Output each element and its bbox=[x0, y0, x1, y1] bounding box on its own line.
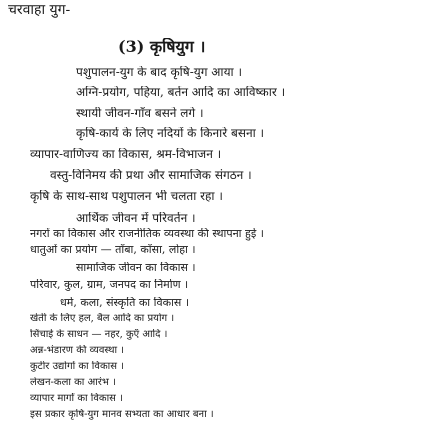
text-line: कृषि-कार्य के लिए नदियों के किनारे बसना । bbox=[76, 127, 265, 140]
text-line: आर्थिक जीवन में परिवर्तन । bbox=[76, 212, 196, 225]
top-heading: चरवाहा युग- bbox=[8, 2, 71, 18]
text-line: सामाजिक जीवन का विकास । bbox=[76, 262, 196, 274]
text-line: स्थायी जीवन-गाँव बसने लगे । bbox=[76, 107, 204, 120]
text-line: परिवार, कुल, ग्राम, जनपद का निर्माण । bbox=[30, 279, 189, 291]
text-line: सिंचाई के साधन — नहर, कुएँ आदि । bbox=[30, 329, 168, 340]
section-title: (3) कृषियुग । bbox=[118, 38, 206, 56]
text-line: अन्न-भंडारण की व्यवस्था । bbox=[30, 345, 125, 356]
text-line: धर्म, कला, संस्कृति का विकास । bbox=[60, 297, 190, 309]
text-line: अग्नि-प्रयोग, पहिया, बर्तन आदि का आविष्कार । bbox=[76, 86, 286, 99]
text-line: वस्तु-विनिमय की प्रथा और सामाजिक संगठन । bbox=[50, 169, 252, 182]
text-line: कृषि के साथ-साथ पशुपालन भी चलता रहा । bbox=[30, 190, 223, 203]
text-line: खेती के लिए हल, बैल आदि का प्रयोग । bbox=[30, 313, 175, 324]
text-line: पशुपालन-युग के बाद कृषि-युग आया । bbox=[76, 66, 242, 79]
text-line: नगरों का विकास और राजनीतिक व्यवस्था की स्थापना हुई । bbox=[30, 228, 264, 240]
text-line: कुटीर उद्योगों का विकास । bbox=[30, 361, 124, 372]
text-line: लेखन-कला का आरंभ । bbox=[30, 377, 116, 388]
text-line: धातुओं का प्रयोग — ताँबा, काँसा, लोहा । bbox=[30, 244, 196, 256]
text-line: व्यापार मार्गों का विकास । bbox=[30, 393, 123, 404]
text-line: व्यापार-वाणिज्य का विकास, श्रम-विभाजन । bbox=[30, 148, 222, 161]
text-line: इस प्रकार कृषि-युग मानव सभ्यता का आधार बना । bbox=[30, 409, 214, 420]
